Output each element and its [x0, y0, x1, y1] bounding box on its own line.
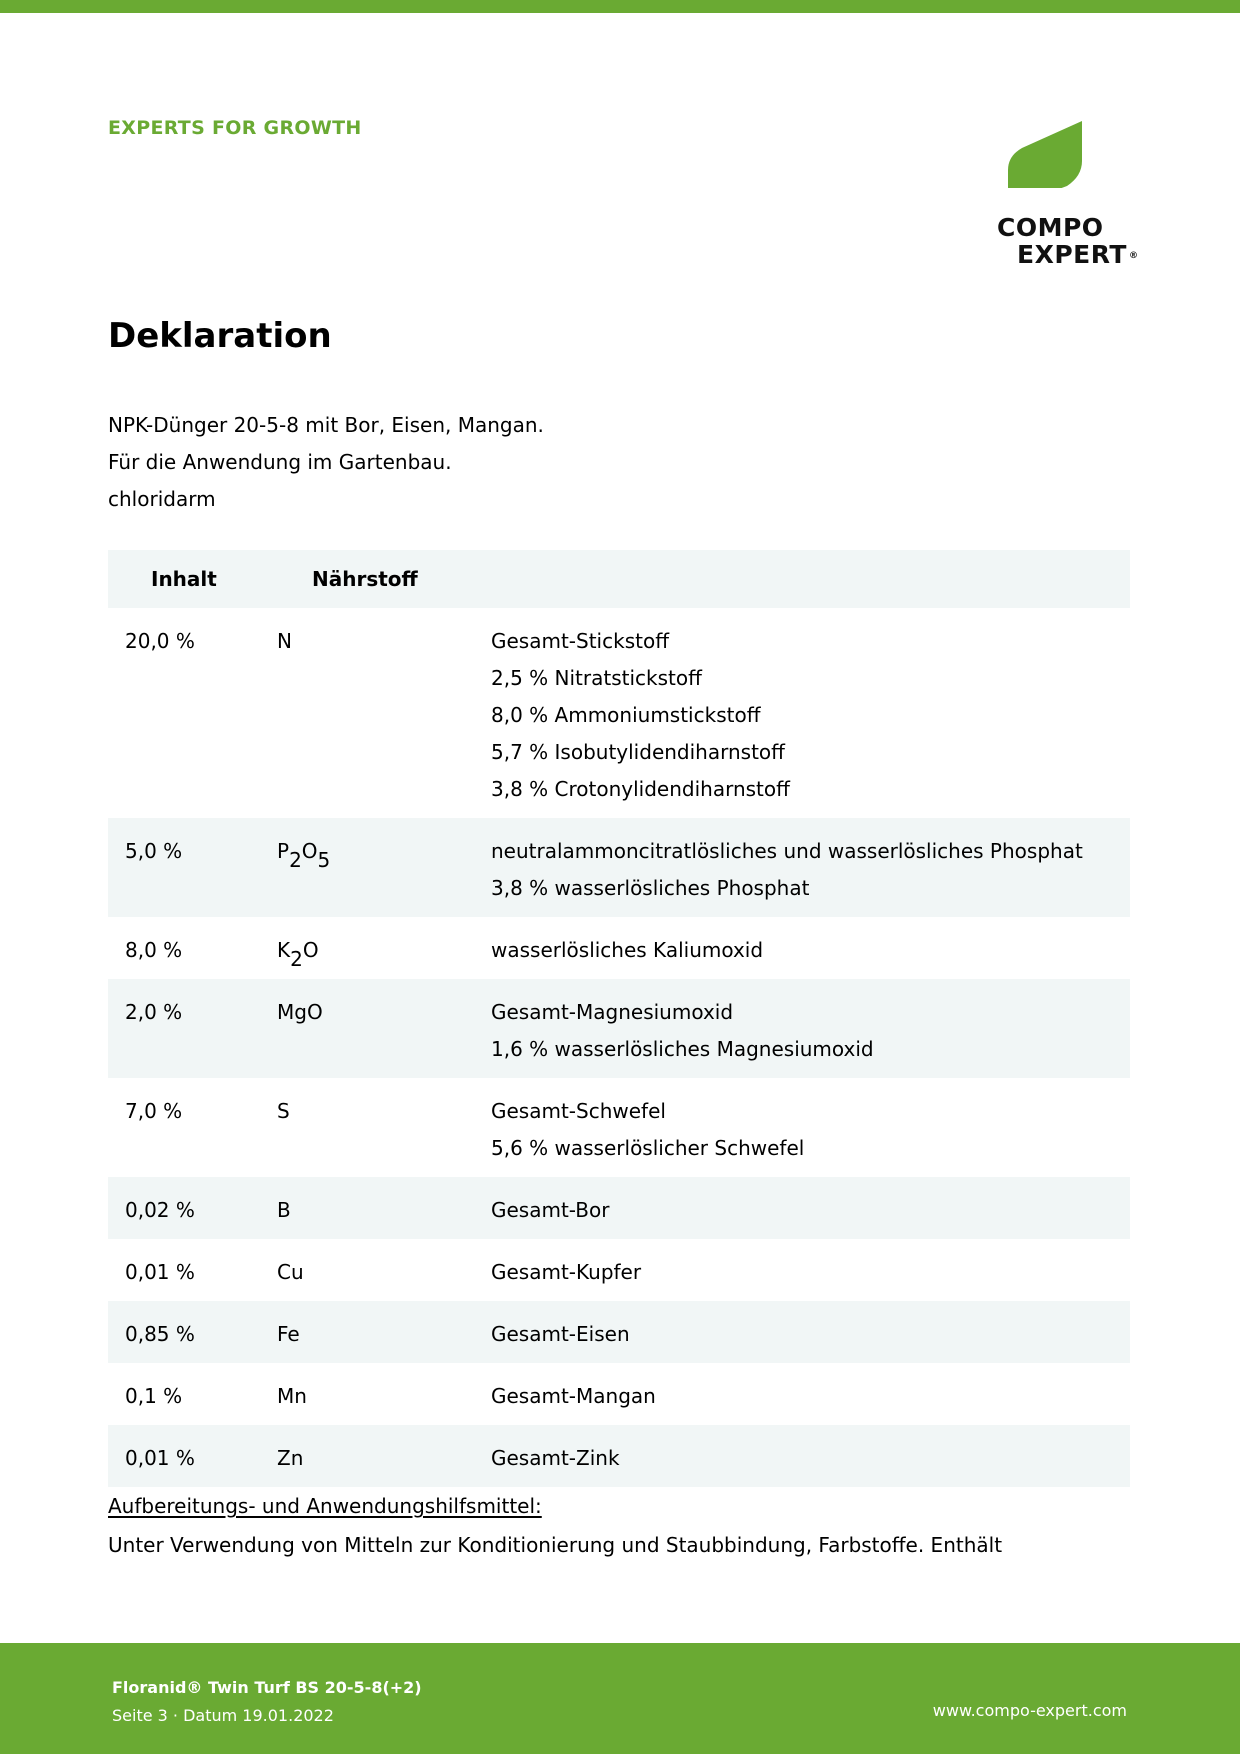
formula-element: Zn: [277, 1446, 304, 1470]
content-value: 20,0 %: [125, 629, 195, 653]
description-line: Gesamt-Kupfer: [491, 1260, 642, 1284]
logo-wordmark: [993, 213, 1139, 270]
header-description: [491, 550, 1130, 608]
nutrient-formula: [277, 1378, 491, 1415]
formula-element: Cu: [277, 1260, 304, 1284]
description-cell: [491, 818, 1130, 917]
product-description: [108, 407, 544, 518]
logo-word-expert: EXPERT: [1017, 240, 1127, 269]
nutrient-formula: [277, 623, 491, 660]
description-cell: [491, 1363, 1130, 1425]
intro-line: NPK-Dünger 20-5-8 mit Bor, Eisen, Mangan.: [108, 413, 544, 437]
footer-website-link[interactable]: www.compo-expert.com: [932, 1701, 1127, 1720]
content-value: 0,1 %: [125, 1384, 183, 1408]
page-title: Deklaration: [108, 316, 332, 356]
nutrient-formula: [277, 1093, 491, 1130]
description-line: Gesamt-Zink: [491, 1446, 620, 1470]
table-row: [108, 1363, 1130, 1425]
nutrient-cell: [277, 1301, 491, 1363]
content-value: 8,0 %: [125, 938, 183, 962]
formula-element: S: [277, 1099, 290, 1123]
content-value: 0,01 %: [125, 1446, 195, 1470]
nutrient-cell: [277, 818, 491, 917]
description-line: 1,6 % wasserlösliches Magnesiumoxid: [491, 1037, 874, 1061]
nutrient-cell: [277, 979, 491, 1078]
description-line: Gesamt-Mangan: [491, 1384, 656, 1408]
formula-element: K: [277, 938, 291, 962]
top-accent-bar: [0, 0, 1240, 13]
table-body: [108, 608, 1130, 1487]
description-cell: [491, 1239, 1130, 1301]
description-line: Gesamt-Magnesiumoxid: [491, 1000, 734, 1024]
content-cell: [108, 1301, 277, 1363]
table-row: [108, 608, 1130, 818]
description-line: wasserlösliches Kaliumoxid: [491, 938, 764, 962]
nutrient-cell: [277, 608, 491, 818]
logo-word-compo: COMPO: [997, 213, 1104, 242]
brand-tagline: EXPERTS FOR GROWTH: [108, 117, 362, 139]
company-logo: [993, 118, 1139, 269]
description-line: Gesamt-Bor: [491, 1198, 610, 1222]
footer-product-name: Floranid® Twin Turf BS 20-5-8(+2): [112, 1678, 422, 1697]
nutrient-formula: [277, 1192, 491, 1229]
nutrient-formula: [277, 1254, 491, 1291]
nutrient-cell: [277, 917, 491, 979]
table-row: [108, 979, 1130, 1078]
content-value: 0,02 %: [125, 1198, 195, 1222]
table-row: [108, 1301, 1130, 1363]
content-cell: [108, 1177, 277, 1239]
content-cell: [108, 917, 277, 979]
content-value: 0,01 %: [125, 1260, 195, 1284]
formula-element: Mn: [277, 1384, 307, 1408]
nutrient-cell: [277, 1239, 491, 1301]
formula-subscript: 5: [317, 848, 331, 872]
description-line: Gesamt-Schwefel: [491, 1099, 666, 1123]
description-line: 8,0 % Ammoniumstickstoff: [491, 703, 761, 727]
formula-subscript: 2: [289, 848, 302, 872]
nutrient-formula: [277, 833, 491, 870]
formula-element: N: [277, 629, 292, 653]
nutrient-cell: [277, 1425, 491, 1487]
nutrient-formula: [277, 1440, 491, 1477]
content-cell: [108, 1425, 277, 1487]
description-line: Gesamt-Eisen: [491, 1322, 630, 1346]
formula-subscript: 2: [290, 947, 303, 971]
registered-mark: ®: [1128, 250, 1139, 261]
footer: [0, 1643, 1240, 1754]
content-cell: [108, 818, 277, 917]
description-line: 2,5 % Nitratstickstoff: [491, 666, 702, 690]
description-line: neutralammoncitratlösliches und wasserlösliches Phosphat: [491, 839, 1083, 863]
header-nutrient: Nährstoff: [277, 550, 491, 608]
table-row: [108, 818, 1130, 917]
content-cell: [108, 979, 277, 1078]
description-line: Gesamt-Stickstoff: [491, 629, 669, 653]
content-value: 2,0 %: [125, 1000, 183, 1024]
nutrient-formula: [277, 932, 491, 969]
description-cell: [491, 917, 1130, 979]
description-line: 3,8 % Crotonylidendiharnstoff: [491, 777, 790, 801]
content-cell: [108, 1239, 277, 1301]
nutrient-cell: [277, 1177, 491, 1239]
description-line: 5,7 % Isobutylidendiharnstoff: [491, 740, 785, 764]
table-row: [108, 917, 1130, 979]
description-cell: [491, 1425, 1130, 1487]
nutrient-formula: [277, 1316, 491, 1353]
description-cell: [491, 1078, 1130, 1177]
description-cell: [491, 979, 1130, 1078]
content-cell: [108, 608, 277, 818]
header-content: Inhalt: [108, 550, 277, 608]
table-row: [108, 1177, 1130, 1239]
formula-element: O: [301, 839, 318, 863]
intro-line: Für die Anwendung im Gartenbau.: [108, 450, 452, 474]
formula-element: B: [277, 1198, 291, 1222]
formula-element: P: [277, 839, 290, 863]
description-cell: [491, 1177, 1130, 1239]
content-cell: [108, 1363, 277, 1425]
table-row: [108, 1425, 1130, 1487]
description-line: 5,6 % wasserlöslicher Schwefel: [491, 1136, 805, 1160]
nutrient-cell: [277, 1363, 491, 1425]
table-row: [108, 1078, 1130, 1177]
description-cell: [491, 608, 1130, 818]
description-line: 3,8 % wasserlösliches Phosphat: [491, 876, 810, 900]
auxiliary-text: Unter Verwendung von Mitteln zur Konditionierung und Staubbindung, Farbstoffe. Enthält: [108, 1533, 1003, 1557]
nutrient-table: [108, 550, 1130, 1487]
intro-line: chloridarm: [108, 487, 216, 511]
content-value: 0,85 %: [125, 1322, 195, 1346]
formula-element: O: [302, 938, 319, 962]
nutrient-formula: [277, 994, 491, 1031]
nutrient-cell: [277, 1078, 491, 1177]
description-cell: [491, 1301, 1130, 1363]
content-value: 5,0 %: [125, 839, 183, 863]
formula-element: Fe: [277, 1322, 300, 1346]
table-row: [108, 1239, 1130, 1301]
content-value: 7,0 %: [125, 1099, 183, 1123]
auxiliary-heading: Aufbereitungs- und Anwendungshilfsmittel:: [108, 1494, 542, 1518]
table-header-row: [108, 550, 1130, 608]
formula-element: MgO: [277, 1000, 323, 1024]
footer-page-info: Seite 3 · Datum 19.01.2022: [112, 1706, 334, 1725]
content-cell: [108, 1078, 277, 1177]
leaf-icon: [993, 118, 1133, 188]
